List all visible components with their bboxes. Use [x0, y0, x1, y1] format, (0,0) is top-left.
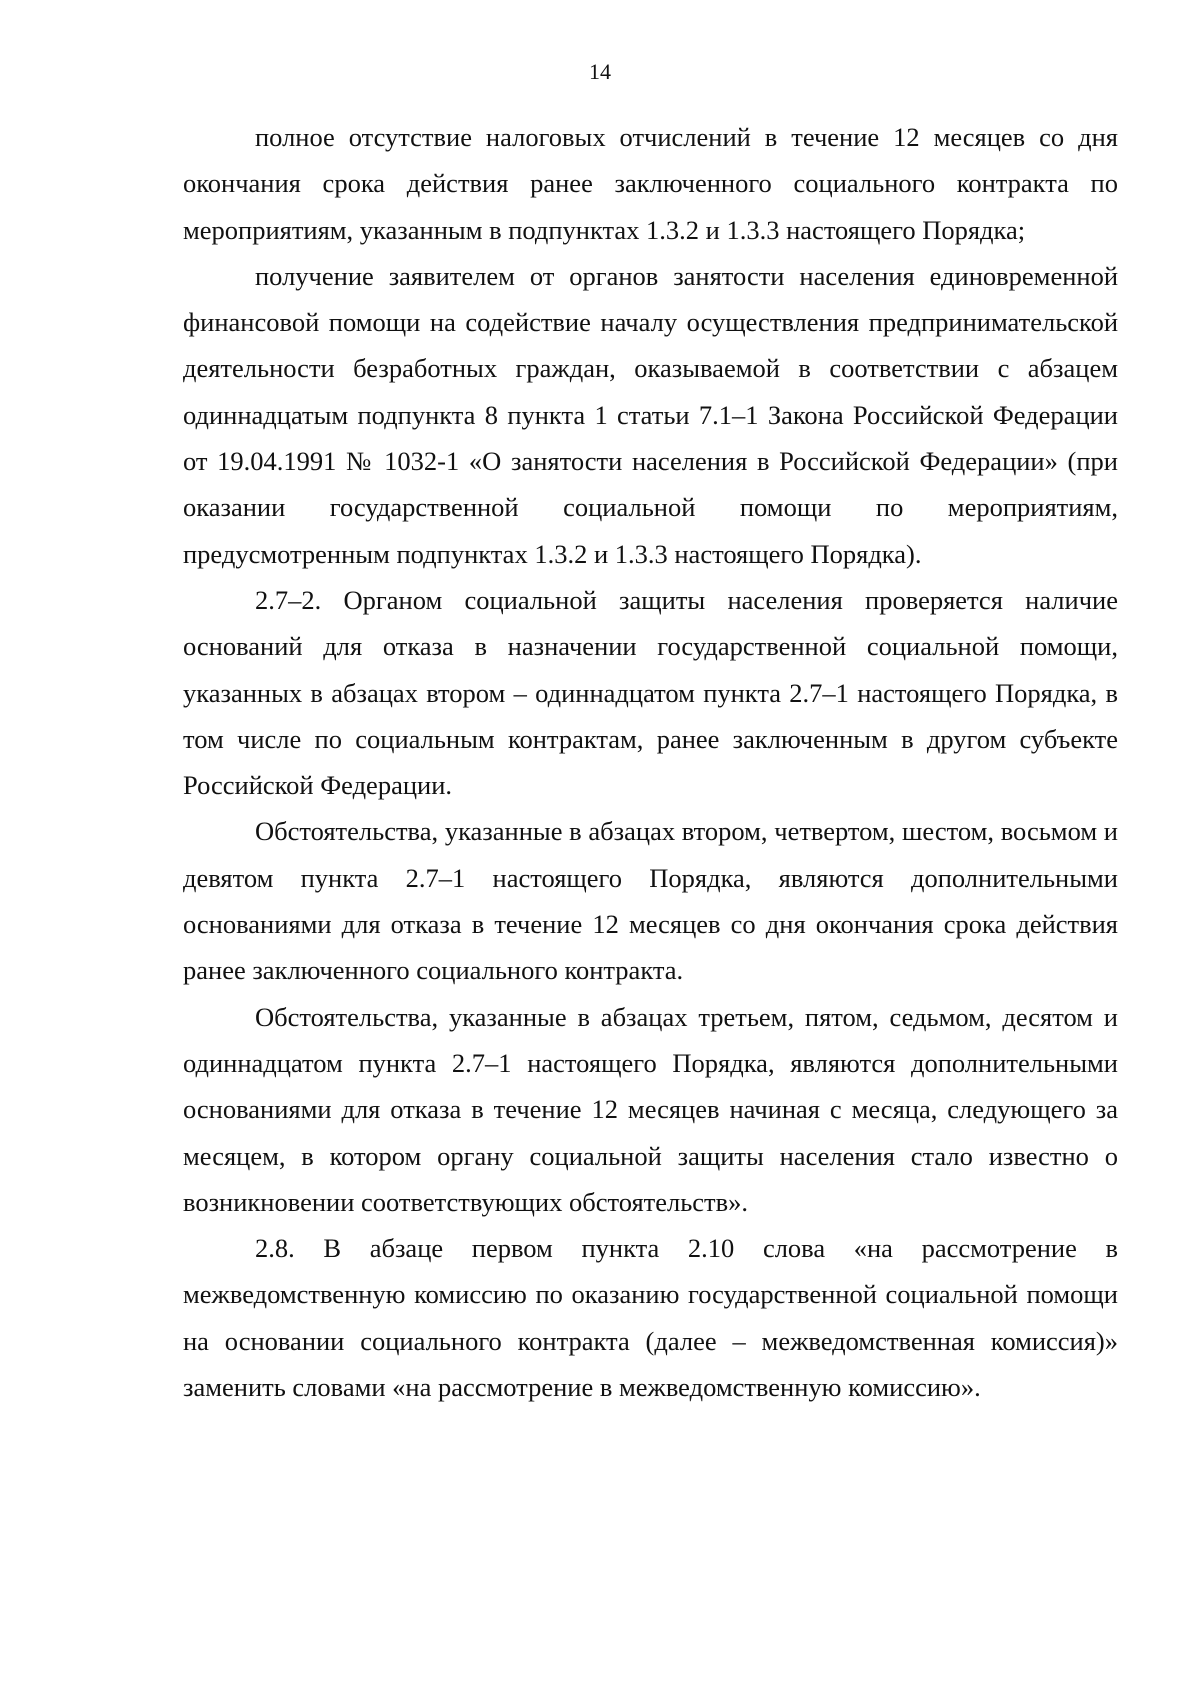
paragraph-2-7-2: 2.7–2. Органом социальной защиты населения проверяется наличие оснований для отказа в назначении государственной социальной помощи, указанных в абзацах втором – одиннадцатом пункта 2.7–1 настоящего Порядка, в том числе по социальным контрактам, ранее заключенным в другом субъекте Российской Федерации. — [183, 584, 1118, 801]
document-body — [183, 114, 1118, 1410]
paragraph-employment-aid: получение заявителем от органов занятости населения единовременной финансовой помощи на содействие началу осуществления предпринимательской деятельности безработных граждан, оказываемой в соответствии с абзацем одиннадцатым подпункта 8 пункта 1 статьи 7.1–1 Закона Российской Федерации от 19.04.1991 № 1032-1 «О занятости населения в Российской Федерации» (при оказании государственной социальной помощи по мероприятиям, предусмотренным подпунктах 1.3.2 и 1.3.3 настоящего Порядка). — [183, 260, 1118, 569]
paragraph-2-8: 2.8. В абзаце первом пункта 2.10 слова «на рассмотрение в межведомственную комиссию по оказанию государственной социальной помощи на основании социального контракта (далее – межведомственная комиссия)» заменить словами «на рассмотрение в межведомственную комиссию». — [183, 1233, 1118, 1403]
page-number: 14 — [589, 59, 611, 84]
paragraph-circumstances-even: Обстоятельства, указанные в абзацах втором, четвертом, шестом, восьмом и девятом пункта 2.7–1 настоящего Порядка, являются дополнительными основаниями для отказа в течение 12 месяцев со дня окончания срока действия ранее заключенного социального контракта. — [183, 816, 1118, 986]
paragraph-circumstances-odd: Обстоятельства, указанные в абзацах третьем, пятом, седьмом, десятом и одиннадцатом пункта 2.7–1 настоящего Порядка, являются дополнительными основаниями для отказа в течение 12 месяцев начиная с месяца, следующего за месяцем, в котором органу социальной защиты населения стало известно о возникновении соответствующих обстоятельств». — [183, 1001, 1118, 1217]
paragraph-tax-absence: полное отсутствие налоговых отчислений в течение 12 месяцев со дня окончания срока действия ранее заключенного социального контракта по мероприятиям, указанным в подпунктах 1.3.2 и 1.3.3 настоящего Порядка; — [183, 122, 1118, 245]
